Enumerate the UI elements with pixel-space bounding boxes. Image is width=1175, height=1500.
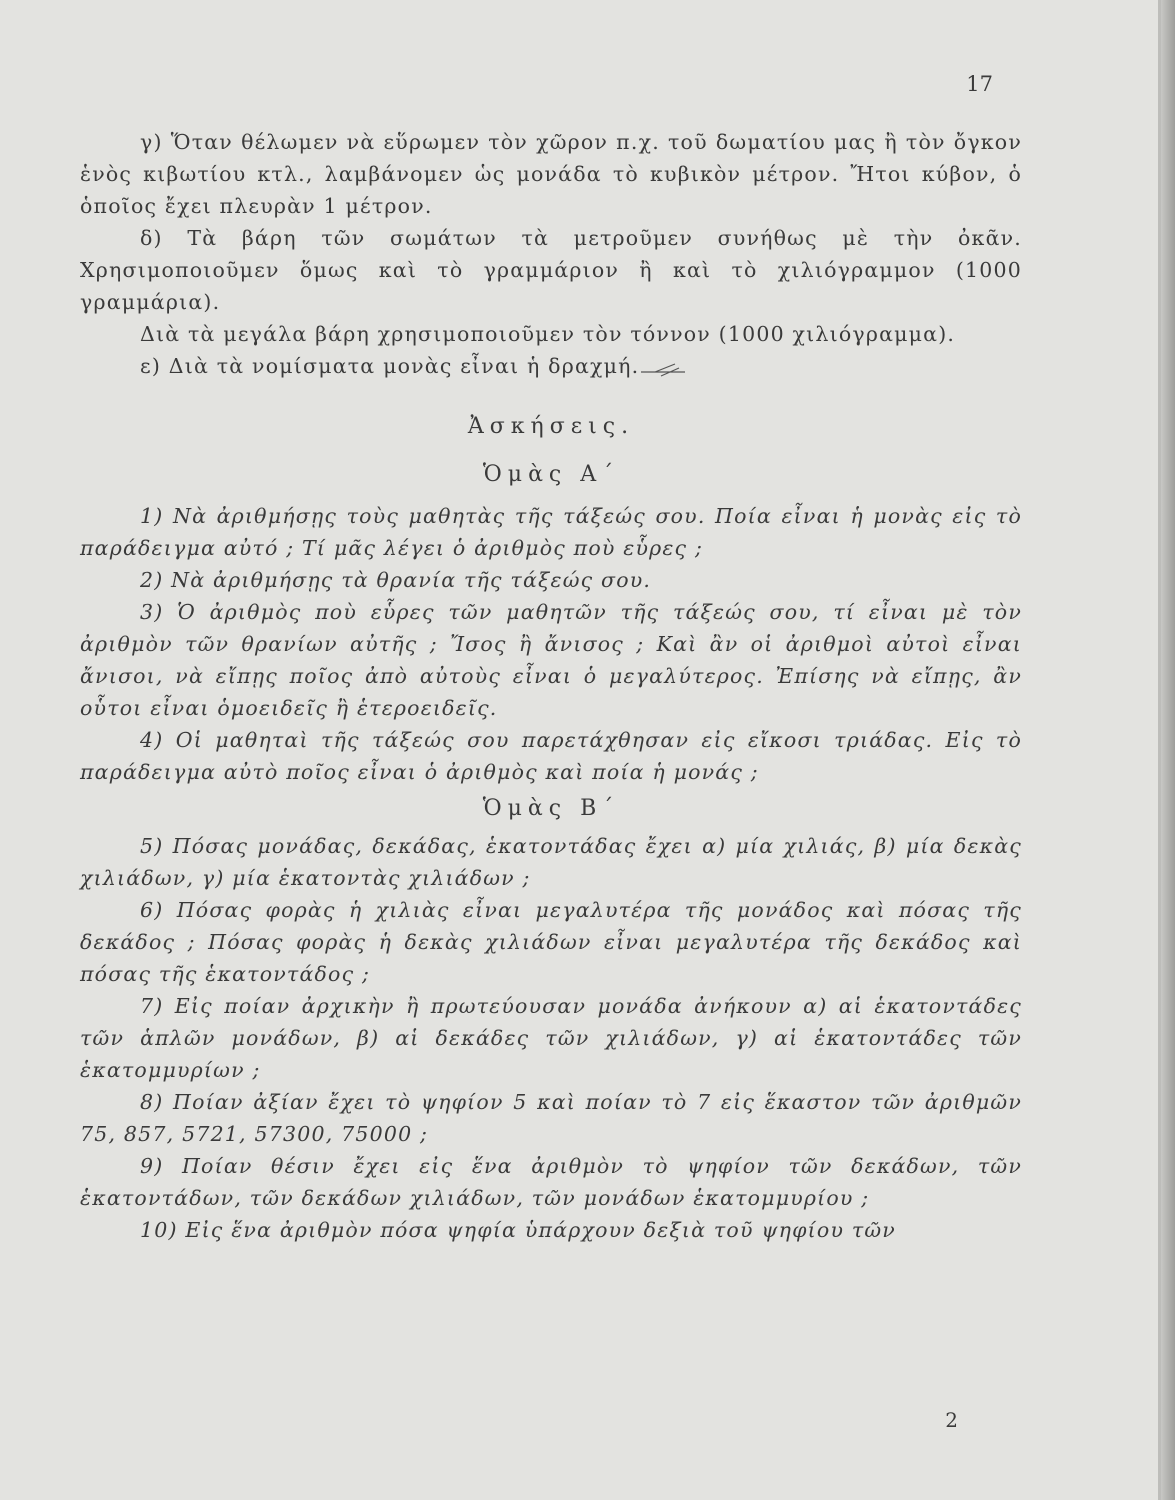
paragraph: Διὰ τὰ μεγάλα βάρη χρησιμοποιοῦμεν τὸν τόννον (1000 χιλιόγραμμα). — [140, 322, 956, 346]
exercise-item: 5) Πόσας μονάδας, δεκάδας, ἑκατοντάδας ἔχει α) μία χιλιάς, β) μία δεκὰς χιλιάδων, γ) μία ἑκατοντὰς χιλιάδων ; — [80, 834, 1022, 890]
page-number: 17 — [966, 72, 993, 96]
pen-mark-icon — [639, 358, 689, 378]
exercise-item: 4) Οἱ μαθηταὶ τῆς τάξεώς σου παρετάχθησαν εἰς εἴκοσι τριάδας. Εἰς τὸ παράδειγμα αὐτὸ ποῖος εἶναι ὁ ἀριθμὸς καὶ ποία ἡ μονάς ; — [80, 728, 1022, 784]
group-b-heading: Ὁμὰς Β΄ — [482, 796, 620, 821]
exercise-item: 8) Ποίαν ἀξίαν ἔχει τὸ ψηφίον 5 καὶ ποίαν τὸ 7 εἰς ἕκαστον τῶν ἀριθμῶν 75, 857, 5721, 57300, 75000 ; — [80, 1090, 1022, 1146]
paragraph: γ) Ὅταν θέλωμεν νὰ εὕρωμεν τὸν χῶρον π.χ. τοῦ δωματίου μας ἢ τὸν ὄγκον ἑνὸς κιβωτίου κτλ., λαμβάνομεν ὡς μονάδα τὸ κυβικὸν μέτρον. Ἤτοι κύβον, ὁ ὁποῖος ἔχει πλευρὰν 1 μέτρον. — [80, 130, 1022, 218]
paragraph-last — [80, 350, 1022, 382]
exercise-item: 3) Ὁ ἀριθμὸς ποὺ εὗρες τῶν μαθητῶν τῆς τάξεώς σου, τί εἶναι μὲ τὸν ἀριθμὸν τῶν θρανίων αὐτῆς ; Ἴσος ἢ ἄνισος ; Καὶ ἂν οἱ ἀριθμοὶ αὐτοὶ εἶναι ἄνισοι, νὰ εἴπῃς ποῖος ἀπὸ αὐτοὺς εἶναι ὁ μεγαλύτερος. Ἐπίσης νὰ εἴπῃς, ἂν οὗτοι εἶναι ὁμοειδεῖς ἢ ἑτεροειδεῖς. — [80, 600, 1022, 720]
page-text — [80, 126, 1022, 1246]
footer-signature: 2 — [945, 1408, 958, 1432]
exercise-item: 9) Ποίαν θέσιν ἔχει εἰς ἕνα ἀριθμὸν τὸ ψηφίον τῶν δεκάδων, τῶν ἑκατοντάδων, τῶν δεκάδων χιλιάδων, τῶν μονάδων ἑκατομμυρίου ; — [80, 1154, 1022, 1210]
exercises-heading: Ἀσκήσεις. — [467, 414, 635, 439]
paragraph: δ) Τὰ βάρη τῶν σωμάτων τὰ μετροῦμεν συνήθως μὲ τὴν ὀκᾶν. Χρησιμοποιοῦμεν ὅμως καὶ τὸ γραμμάριον ἢ καὶ τὸ χιλιόγραμμον (1000 γραμμάρια). — [80, 226, 1022, 314]
exercise-item: 10) Εἰς ἕνα ἀριθμὸν πόσα ψηφία ὑπάρχουν δεξιὰ τοῦ ψηφίου τῶν — [140, 1218, 896, 1242]
group-a-heading: Ὁμὰς Α΄ — [482, 462, 620, 487]
exercise-item: 2) Νὰ ἀριθμήσῃς τὰ θρανία τῆς τάξεώς σου. — [140, 568, 652, 592]
page-edge — [1161, 0, 1175, 1500]
paragraph-text: ε) Διὰ τὰ νομίσματα μονὰς εἶναι ἡ δραχμή. — [140, 354, 640, 378]
group-a-exercises — [80, 500, 1022, 788]
exercise-item: 1) Νὰ ἀριθμήσῃς τοὺς μαθητὰς τῆς τάξεώς σου. Ποία εἶναι ἡ μονὰς εἰς τὸ παράδειγμα αὐτό ; Τί μᾶς λέγει ὁ ἀριθμὸς ποὺ εὗρες ; — [80, 504, 1022, 560]
group-b-exercises — [80, 830, 1022, 1246]
exercise-item: 7) Εἰς ποίαν ἀρχικὴν ἢ πρωτεύουσαν μονάδα ἀνήκουν α) αἱ ἑκατοντάδες τῶν ἁπλῶν μονάδων, β) αἱ δεκάδες τῶν χιλιάδων, γ) αἱ ἑκατοντάδες τῶν ἑκατομμυρίων ; — [80, 994, 1022, 1082]
exercise-item: 6) Πόσας φορὰς ἡ χιλιὰς εἶναι μεγαλυτέρα τῆς μονάδος καὶ πόσας τῆς δεκάδος ; Πόσας φορὰς ἡ δεκὰς χιλιάδων εἶναι μεγαλυτέρα τῆς δεκάδος καὶ πόσας τῆς ἑκατοντάδος ; — [80, 898, 1022, 986]
